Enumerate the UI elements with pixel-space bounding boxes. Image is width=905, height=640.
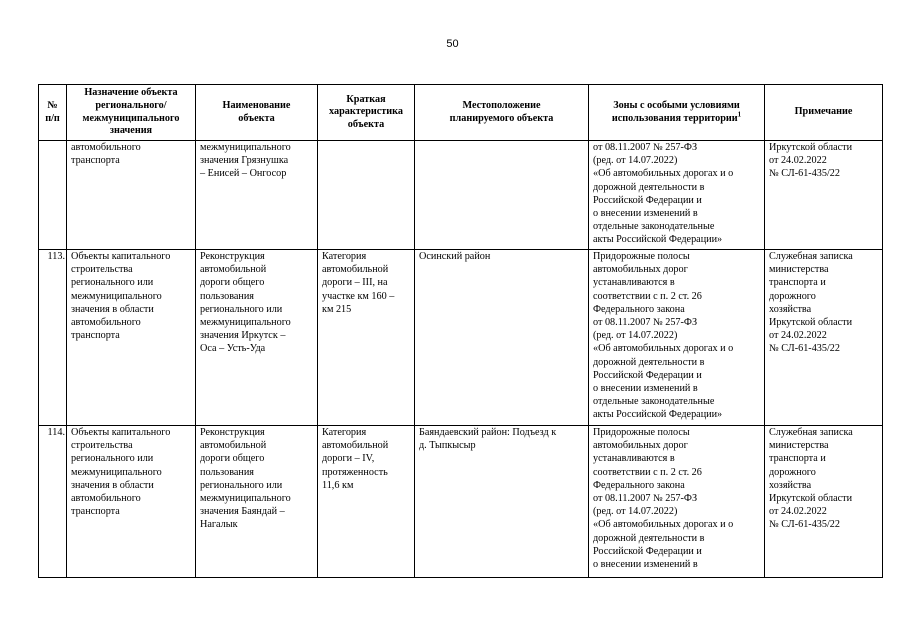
row-name: межмуниципального значения Грязнушка – Енисей – Онгосор [196,141,318,250]
objects-table [38,84,883,578]
header-zones-text: Зоны с особыми условиями использования территории [611,99,740,124]
table-row [39,426,883,578]
table-row [39,141,883,250]
row-number [39,141,67,250]
row-purpose: Объекты капитального строительства регионального или межмуниципального значения в области автомобильного транспорта [67,250,196,426]
row-note: Иркутской области от 24.02.2022 № СЛ-61-435/22 [765,141,883,250]
row-name: Реконструкция автомобильной дороги общего пользования регионального или межмуниципального значения Иркутск – Оса – Усть-Уда [196,250,318,426]
page-number: 50 [446,38,459,50]
row-number: 113. [39,250,67,426]
header-zones-footnote: 1 [737,110,742,119]
row-characteristic [318,141,415,250]
row-purpose: автомобильного транспорта [67,141,196,250]
row-characteristic: Категория автомобильной дороги – III, на участке км 160 – км 215 [318,250,415,426]
header-characteristic: Краткая характеристика объекта [318,85,415,141]
table-header-row [39,85,883,141]
header-note: Примечание [765,85,883,141]
header-number: № п/п [39,85,67,141]
table-row [39,250,883,426]
header-name: Наименование объекта [196,85,318,141]
row-number: 114. [39,426,67,578]
row-zones: Придорожные полосы автомобильных дорог устанавливаются в соответствии с п. 2 ст. 26 Федерального закона от 08.11.2007 № 257-ФЗ (ред. от 14.07.2022) «Об автомобильных дорогах и о дорожной деятельности в Российской Федерации и о внесении изменений в отдельные законодательные акты Российской Федерации» [589,250,765,426]
row-zones: Придорожные полосы автомобильных дорог устанавливаются в соответствии с п. 2 ст. 26 Федерального закона от 08.11.2007 № 257-ФЗ (ред. от 14.07.2022) «Об автомобильных дорогах и о дорожной деятельности в Российской Федерации и о внесении изменений в [589,426,765,578]
header-zones [589,85,765,141]
row-note: Служебная записка министерства транспорта и дорожного хозяйства Иркутской области от 24.02.2022 № СЛ-61-435/22 [765,250,883,426]
row-characteristic: Категория автомобильной дороги – IV, протяженность 11,6 км [318,426,415,578]
header-purpose: Назначение объекта регионального/ межмуниципального значения [67,85,196,141]
row-note: Служебная записка министерства транспорта и дорожного хозяйства Иркутской области от 24.02.2022 № СЛ-61-435/22 [765,426,883,578]
row-name: Реконструкция автомобильной дороги общего пользования регионального или межмуниципального значения Баяндай – Нагалык [196,426,318,578]
header-location: Местоположение планируемого объекта [415,85,589,141]
row-zones: от 08.11.2007 № 257-ФЗ (ред. от 14.07.2022) «Об автомобильных дорогах и о дорожной деятельности в Российской Федерации и о внесении изменений в отдельные законодательные акты Российской Федерации» [589,141,765,250]
row-location: Баяндаевский район: Подъезд к д. Тыпкысыр [415,426,589,578]
row-location [415,141,589,250]
row-location: Осинский район [415,250,589,426]
row-purpose: Объекты капитального строительства регионального или межмуниципального значения в области автомобильного транспорта [67,426,196,578]
